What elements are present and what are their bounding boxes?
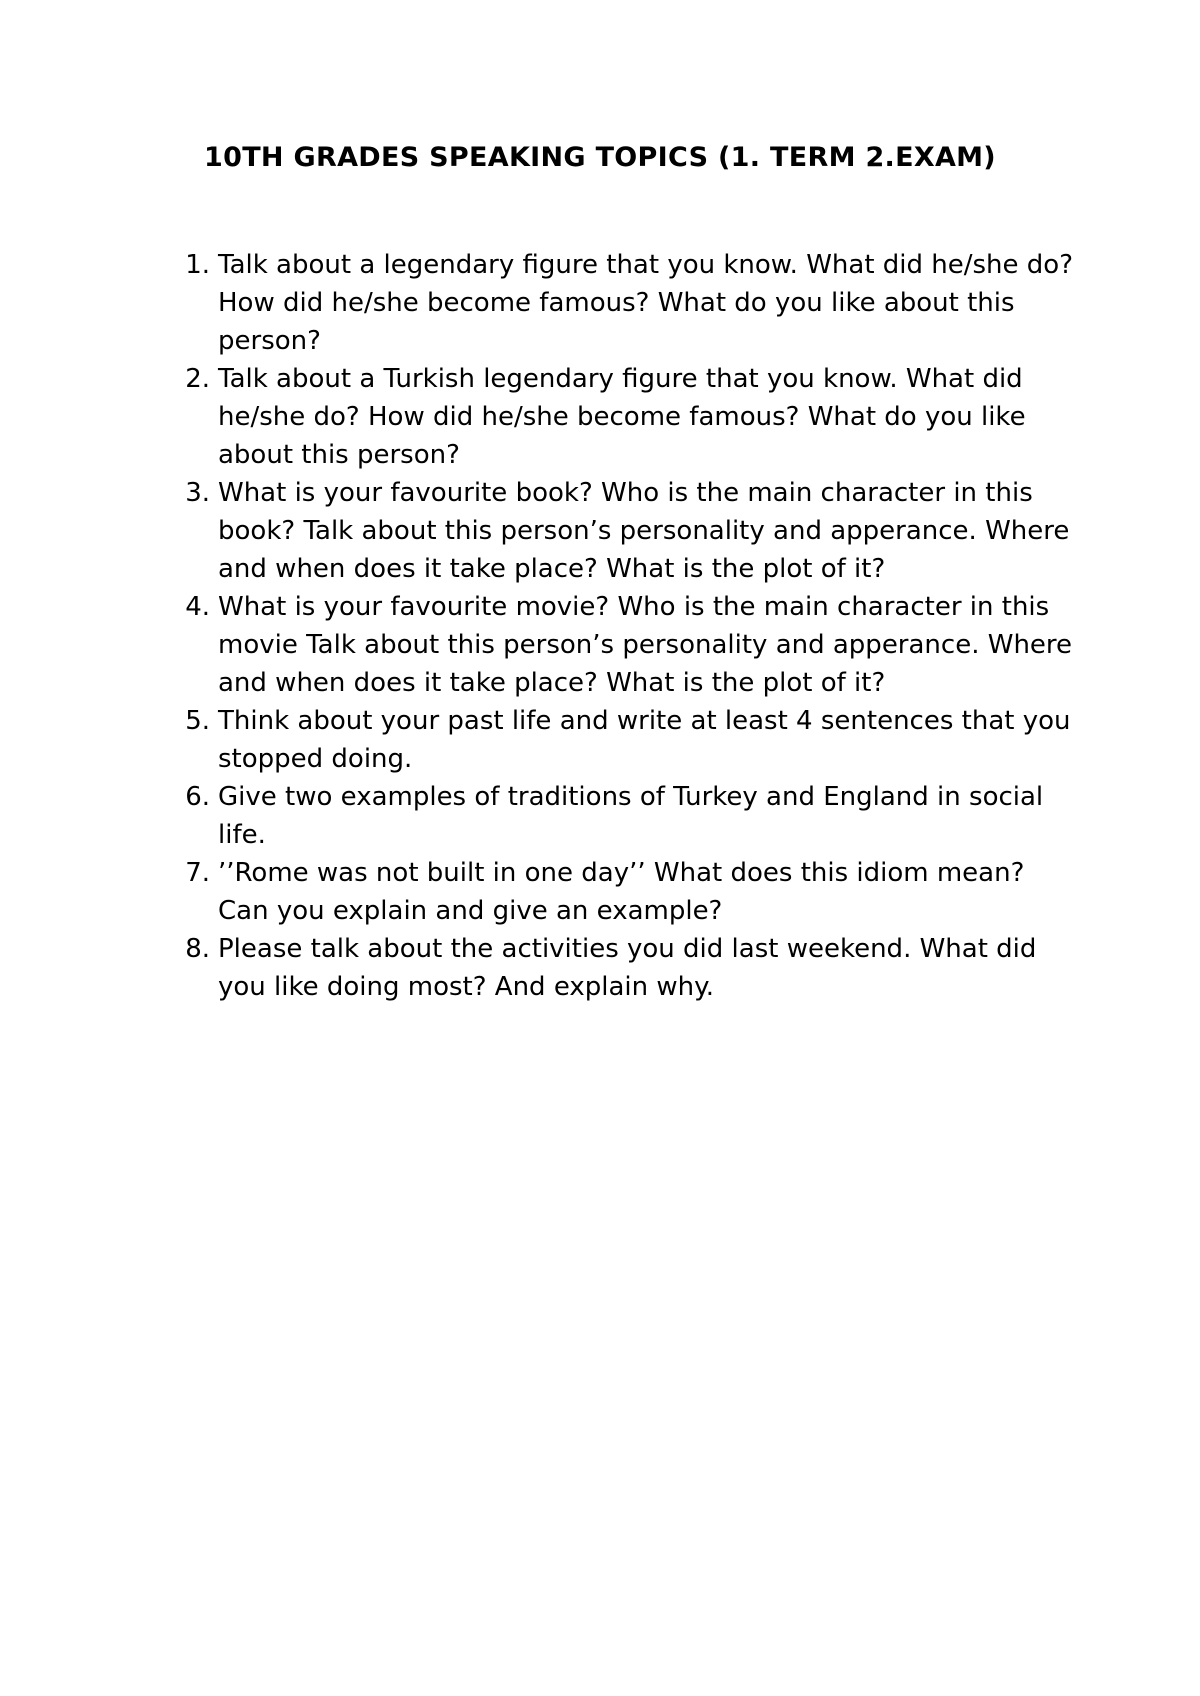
document-title: 10TH GRADES SPEAKING TOPICS (1. TERM 2.EXAM) <box>204 142 996 173</box>
list-item <box>175 778 1075 854</box>
topic-number: 1. <box>185 250 210 280</box>
topic-text: What is your favourite book? Who is the main character in this book? Talk about this person’s personality and apperance. Where and when does it take place? What is the plot of it? <box>218 478 1070 584</box>
topic-text: Talk about a legendary figure that you know. What did he/she do? How did he/she become famous? What do you like about this person? <box>218 250 1074 356</box>
topic-text: Think about your past life and write at least 4 sentences that you stopped doing. <box>218 706 1071 774</box>
list-item <box>175 474 1075 588</box>
list-item <box>175 588 1075 702</box>
topic-number: 8. <box>185 934 210 964</box>
topic-number: 2. <box>185 364 210 394</box>
topic-text: Give two examples of traditions of Turkey and England in social life. <box>218 782 1044 850</box>
topic-number: 7. <box>185 858 210 888</box>
list-item <box>175 930 1075 1006</box>
topic-text: What is your favourite movie? Who is the main character in this movie Talk about this person’s personality and apperance. Where and when does it take place? What is the plot of it? <box>218 592 1073 698</box>
list-item <box>175 854 1075 930</box>
topic-number: 4. <box>185 592 210 622</box>
topic-number: 6. <box>185 782 210 812</box>
topic-number: 5. <box>185 706 210 736</box>
list-item <box>175 702 1075 778</box>
topic-text: ’’Rome was not built in one day’’ What does this idiom mean? Can you explain and give an example? <box>218 858 1025 926</box>
list-item <box>175 360 1075 474</box>
speaking-topics-list <box>175 246 1075 1006</box>
topic-text: Please talk about the activities you did last weekend. What did you like doing most? And explain why. <box>218 934 1037 1002</box>
topic-number: 3. <box>185 478 210 508</box>
list-item <box>175 246 1075 360</box>
topic-text: Talk about a Turkish legendary figure that you know. What did he/she do? How did he/she become famous? What do you like about this person? <box>218 364 1026 470</box>
